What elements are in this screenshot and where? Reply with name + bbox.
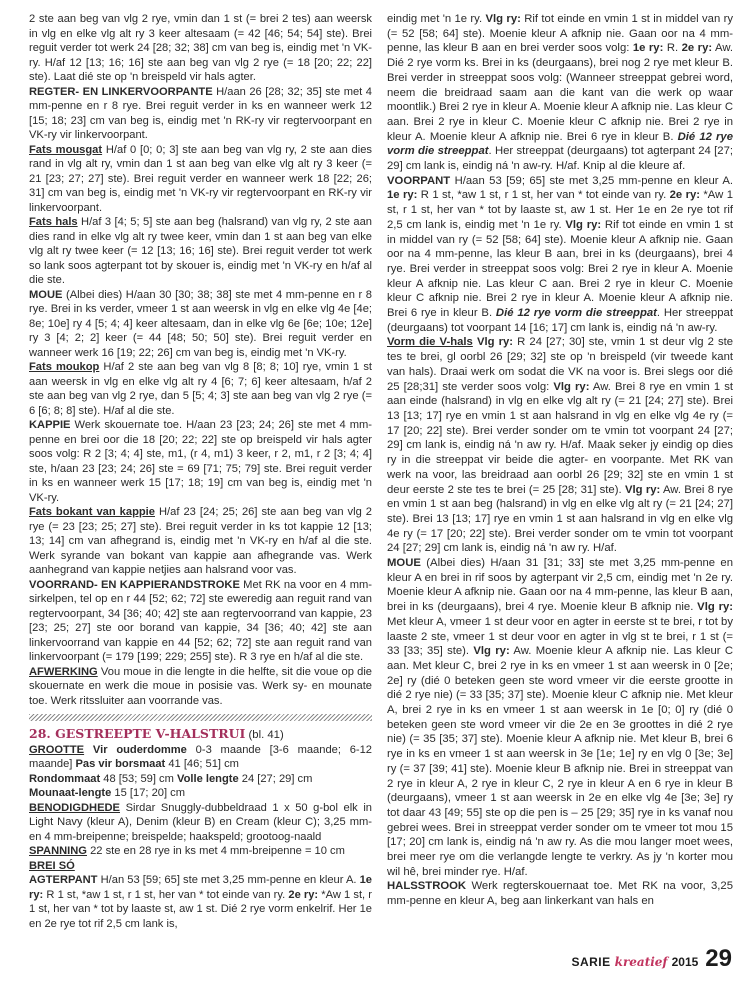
section-header [29, 727, 372, 743]
voorrand-paragraph: VOORRAND- EN KAPPIERANDSTROKE Met RK na voor en 4 mm-sirkelpen, tel op en r 44 [52; 62; 72] ste eweredig aan reguit rand van regtervoorpant, 34 [36; 40; 42] ste aan regtervoorrand van kappie, 23 [23; 25; 27] ste oor borand van kappie, 34 [36; 40; 42] ste aan linkervoorrand van kappie en 44 [52; 62; 72] ste aan reguit rand van linkervoorpant (= 179 [199; 229; 255] ste). R 3 rye en h/af al die ste. [29, 578, 372, 663]
grootte-paragraph: GROOTTE Vir ouderdomme 0-3 maande [3-6 maande; 6-12 maande] Pas vir borsmaat 41 [46; 51] cm [29, 743, 373, 770]
section-divider [29, 714, 372, 721]
rondom-heading: Rondommaat [29, 772, 101, 785]
bokant-paragraph: Fats bokant van kappie H/af 23 [24; 25; 26] ste aan beg van vlg 2 rye (= 23 [23; 25; 27] ste). Brei reguit verder in ks tot kappie 12 [13; 13; 14] cm van afhegrand is, eindig met 'n VK-ry en h/af al die ste. Werk syrande van bokant van kappie aan afhegrande vas. Werk aanhegrand van kappie netjies aan halsrand voor vas. [29, 506, 373, 576]
moukop-heading: Fats moukop [29, 361, 100, 373]
page-footer [571, 945, 732, 973]
brei-so-heading: BREI SÓ [29, 859, 75, 872]
rondom-paragraph: Rondommaat 48 [53; 59] cm Volle lengte 24 [27; 29] cm [29, 772, 313, 785]
benodigdhede-heading: BENODIGDHEDE [29, 801, 120, 814]
spanning-paragraph: SPANNING 22 ste en 28 rye in ks met 4 mm-breipenne = 10 cm [29, 845, 345, 857]
moue-sweater-paragraph: MOUE (Albei dies) H/aan 31 [31; 33] ste met 3,25 mm-penne en kleur A en brei in rif soos by agterpant vir 2,5 cm, eindig met 'n 2e ry. Moenie kleur A afknip nie. Gaan oor na 4 mm-penne, las kleur B aan, brei in ks (deurgaans), brei 4 rye. Moenie kleur B afknip nie. Vlg ry: Met kleur A, vmeer 1 st deur voor en agter in eerste st te brei, r tot by laaste 2 ste, vmeer 1 st deur voor en agter in vlg st te brei, r 1 st (= 33 [33; 35] ste). Vlg ry: Aw. Moenie kleur A afknip nie. Las kleur C aan. Met kleur C, brei 2 rye in ks en vmeer 1 st aan weersk in 0 [2e; 2e] ry (dié 0 beteken geen ste word vmeer vir die eerste grootte in dié 2 rye nie) (= 33 [35; 37] ste). Moenie kleur C afknip nie. Met kleur A, brei 2 rye in ks en vmeer 1 st aan weersk in 1e [0; 0] ry (dié 0 beteken geen ste word vmeer vir die 2e en 3e groottes in dié 2 rye nie) (= 35 [35; 37] ste). Moenie kleur A afknip nie. Met kleur B, brei 6 rye in ks en vmeer 1 st aan weersk in 3e [1e; 1e] ry en vlg 0 [3e; 3e] ry (= 37 [39; 41] ste). Moenie kleur B afknip nie. Brei in streeppat van 2 rye in kleur A, 2 rye in kleur C, 2 rye in kleur A en 6 rye in kleur B (deurgaans), vmeer 1 st aan weersk in 2e en elke vlg 4e [3e; 3e] ry tot daar 43 [49; 55] ste op die pen is – 25 [29; 35] rye in ks vanaf nou gebrei wees. Brei in streeppat verder sonder om te vmeer tot mou 15 [17; 20] cm lank is, eindig ná 'n aw ry. As die mou langer moet wees, brei meer rye om die verlangde lengte te verkry. As jy 'n korter mou wil hê, brei minder rye. H/af. [387, 557, 734, 878]
brei-so-paragraph [29, 859, 372, 874]
moue-sweater-heading: MOUE [387, 557, 421, 570]
mousgat-heading: Fats mousgat [29, 143, 103, 156]
moukop-paragraph: Fats moukop H/af 2 ste aan beg van vlg 8 [8; 8; 10] rye, vmin 1 st aan weersk in vlg en elke vlg alt ry 4 [6; 7; 6] keer altesaam, h/af 2 ste aan beg van vlg 2 rye, dan 5 [5; 4; 3] ste aan beg van vlg 2 rye (= 6 [6; 8; 8] ste). H/af al die ste. [29, 361, 372, 417]
pas-heading: Pas vir borsmaat [75, 758, 166, 770]
hals-paragraph: Fats hals H/af 3 [4; 5; 5] ste aan beg (halsrand) van vlg ry, 2 ste aan dies rand in elke vlg alt ry twee keer, vmin dan 1 st aan beg van elke vlg alt ry twee keer (= 12 [13; 16; 16] ste). Brei reguit verder tot werk so lank soos agterpant tot by skouer is, eindig met 'n VK-ry en h/af al die ste. [29, 216, 372, 286]
halsstrook-heading: HALSSTROOK [387, 880, 467, 893]
hals-heading: Fats hals [29, 216, 78, 228]
spanning-heading: SPANNING [29, 845, 87, 857]
magazine-name: SARIE [571, 955, 611, 969]
afwerking-paragraph: AFWERKING Vou moue in die lengte in die helfte, sit die voue op die skouernate en werk die moue in posisie vas. Werk sy- en mounate toe. Werk ritssluiter aan voorrande vas. [29, 665, 372, 707]
section-title: 28. GESTREEPTE V-HALSTRUI [29, 726, 246, 741]
grootte-heading: GROOTTE [29, 743, 85, 756]
moue-paragraph: MOUE (Albei dies) H/aan 30 [30; 38; 38] ste met 4 mm-penne en r 8 rye. Brei in ks verder, vmeer 1 st aan weersk in vlg en elke vlg 4e [4e; 8e; 10e] ry 4 [5; 4; 4] keer altesaam, dan in elke vlg 6e [6e; 10e; 12e] ry 3 [4; 2; 2] keer (= 44 [48; 50; 50] ste). Brei reguit verder en wanneer werk 16 [19; 22; 26] cm van beg is, eindig met 'n VK-ry. [29, 288, 372, 359]
bokant-heading: Fats bokant van kappie [29, 506, 155, 518]
volle-lengte-heading: Volle lengte [176, 772, 239, 785]
section-page-ref: (bl. 41) [245, 729, 284, 741]
voorpant-heading: VOORPANT [387, 174, 451, 187]
voorrand-heading: VOORRAND- EN KAPPIERANDSTROKE [29, 578, 240, 591]
voorpant-paragraph: VOORPANT H/aan 53 [59; 65] ste met 3,25 mm-penne en kleur A. 1e ry: R 1 st, *aw 1 st, r 1 st, her van * tot einde van ry. 2e ry: *Aw 1 st, r 1 st, her van * tot by laaste st, aw 1 st. Her 1e en 2e rye tot rif 2,5 cm lank is, eindig met 'n 1e ry. Vlg ry: Rif tot einde en vmin 1 st in middel van ry (= 52 [58; 64] ste). Moenie kleur A afknip nie. Gaan oor na 4 mm-penne, las kleur B aan, brei in ks (deurgaans), brei 4 rye. Brei verder in streeppat soos volg: Brei 2 rye in kleur A. Moenie kleur A afknip nie. Las kleur C aan. Brei 2 rye in kleur C. Moenie kleur C afknip nie. Brei 2 rye in kleur A. Moenie kleur A afknip nie. Brei 6 rye in kleur B. Dié 12 rye vorm die streeppat. Her streeppat (deurgaans) tot voorpant 14 [16; 17] cm lank is, eindig ná 'n aw-ry. [387, 174, 734, 334]
halsstrook-paragraph: HALSSTROOK Werk regterskouernaat toe. Met RK na voor, 3,25 mm-penne en kleur A, beg aan linkerkant van hals en [387, 880, 733, 908]
mounaat-paragraph: Mounaat-lengte 15 [17; 20] cm [29, 787, 186, 799]
left-column [29, 12, 372, 931]
regter-heading: REGTER- EN LINKERVOORPANTE [29, 85, 213, 98]
right-column [387, 12, 733, 909]
magazine-subtitle: kreatief [614, 955, 668, 969]
page-number: 29 [705, 945, 732, 972]
magazine-year: 2015 [671, 955, 699, 969]
agterpant-continued: eindig met 'n 1e ry. Vlg ry: Rif tot einde en vmin 1 st in middel van ry (= 52 [58; 64] ste). Moenie kleur A afknip nie. Gaan oor na 4 mm-penne, las kleur B aan en brei verder soos volg: 1e ry: R. 2e ry: Aw. Dié 2 rye vorm ks. Brei in ks (deurgaans), brei nog 2 rye met kleur B. Brei verder in streeppat soos volg: (Wanneer streeppat gebrei word, neem die breidraad saam aan die kant van die werk op waar moontlik.) Brei 2 rye in kleur A. Moenie kleur A afknip nie. Las kleur C aan. Brei 2 rye in kleur C. Moenie kleur C afknip nie. Brei 2 rye in kleur A. Moenie kleur A afknip nie. Brei 6 rye in kleur B. Dié 12 rye vorm die streeppat. Her streeppat (deurgaans) tot agterpant 24 [27; 29] cm lank is, eindig ná 'n aw-ry. H/af. Knip al die kleure af. [387, 13, 734, 173]
kappie-paragraph: KAPPIE Werk skouernate toe. H/aan 23 [23; 24; 26] ste met 4 mm-penne en brei oor die 18 [20; 22; 22] ste op breispeld vir hals agter soos volg: R 2 [3; 4; 4] ste, m1, (r 4, m1) 3 keer, r 2, m1, r 2 [3; 4; 4] ste, h/aan 23 [23; 24; 26] ste = 69 [71; 75; 79] ste. Brei reguit verder in ks en wanneer werk 15 [17; 18; 19] cm van beg is, eindig met 'n VK-ry. [29, 419, 372, 504]
mounaat-heading: Mounaat-lengte [29, 787, 112, 799]
v-hals-heading: Vorm die V-hals [387, 336, 473, 349]
mousgat-paragraph: Fats mousgat H/af 0 [0; 0; 3] ste aan beg van vlg ry, 2 ste aan dies rand in vlg alt ry, vmin dan 1 st aan beg van elke vlg alt ry 3 keer (= 21 [23; 27; 27] ste). Brei reguit verder en wanneer werk 18 [22; 26; 31] cm van beg is, eindig met 'n VK-ry vir regtervoorpant en RK-ry vir linkervoorpant. [29, 143, 372, 214]
afwerking-heading: AFWERKING [29, 665, 98, 678]
agterpant-paragraph: AGTERPANT H/an 53 [59; 65] ste met 3,25 mm-penne en kleur A. 1e ry: R 1 st, *aw 1 st, r 1 st, her van * tot einde van ry. 2e ry: *Aw 1 st, r 1 st, her van * tot by laaste st, aw 1 st. Dié 2 rye vorm enkelrif. Her 1e en 2e rye tot rif 2,5 cm lank is, [29, 874, 372, 930]
moue-heading: MOUE [29, 288, 63, 301]
v-hals-paragraph: Vorm die V-hals Vlg ry: R 24 [27; 30] ste, vmin 1 st deur vlg 2 ste tes te brei, gl oorbl 26 [29; 32] ste op 'n breispeld (vir tweede kant van hals). Draai werk om sodat die VK na voor is. Brei slegs oor dié 25 [28;31] ste verder soos volg: Vlg ry: Aw. Brei 8 rye en vmin 1 st aan einde (halsrand) in vlg en elke vlg alt ry (= 21 [24; 27] ste). Brei 13 [13; 17] rye en vmin 1 st aan halsrand in vlg en elke vlg 4e ry (= 17 [20; 22] ste). Brei verder sonder om te vmin tot voorpant 24 [27; 29] cm lank is, eindig ná 'n aw ry. H/af. Maak seker jy eindig op dies ry in die streeppat vir beide die agter- en voorpante. Met RK van werk na voor, las breidraad aan oorbl 26 [29; 32] ste en vmin 1 st deur eerste 2 ste tes te brei (= 25 [28; 31] ste). Vlg ry: Aw. Brei 8 rye en vmin 1 st aan beg (halsrand) in vlg en elke vlg alt ry (= 21 [24; 27] ste). Brei 13 [13; 17] rye en vmin 1 st aan halsrand in vlg en elke vlg 4e ry (= 17 [20; 22] ste). Brei verder sonder om te vmin tot voorpant 24 [27; 29] cm lank is, eindig ná 'n aw ry. H/af. [387, 336, 734, 555]
regter-paragraph: REGTER- EN LINKERVOORPANTE H/aan 26 [28; 32; 35] ste met 4 mm-penne en r 8 rye. Brei reguit verder in ks en wanneer werk 12 [15; 18; 23] cm van beg is, eindig met 'n RK-ry vir regtervoorpant en VK-ry vir linkervoorpant. [29, 85, 372, 141]
kappie-heading: KAPPIE [29, 419, 71, 431]
benodigdhede-paragraph: BENODIGDHEDE Sirdar Snuggly-dubbeldraad 1 x 50 g-bol elk in Light Navy (kleur A), Denim (kleur B) en Cream (kleur C); 3,25 mm- en 4 mm-breipenne; breispelde; haakspeld; grootoog-naald [29, 801, 372, 843]
intro-paragraph: 2 ste aan beg van vlg 2 rye, vmin dan 1 st (= brei 2 tes) aan weersk in vlg en elke vlg alt ry 3 keer altesaam (= 42 [46; 54; 54] ste). Brei reguit verder tot werk 24 [28; 32; 38] cm van beg is, eindig met 'n VK-ry. H/af 12 [13; 16; 16] ste aan beg van vlg 2 rye (= 18 [20; 22; 22] ste). Laat dié ste op 'n breispeld vir hals agter. [29, 13, 372, 83]
agterpant-heading: AGTERPANT [29, 874, 98, 886]
